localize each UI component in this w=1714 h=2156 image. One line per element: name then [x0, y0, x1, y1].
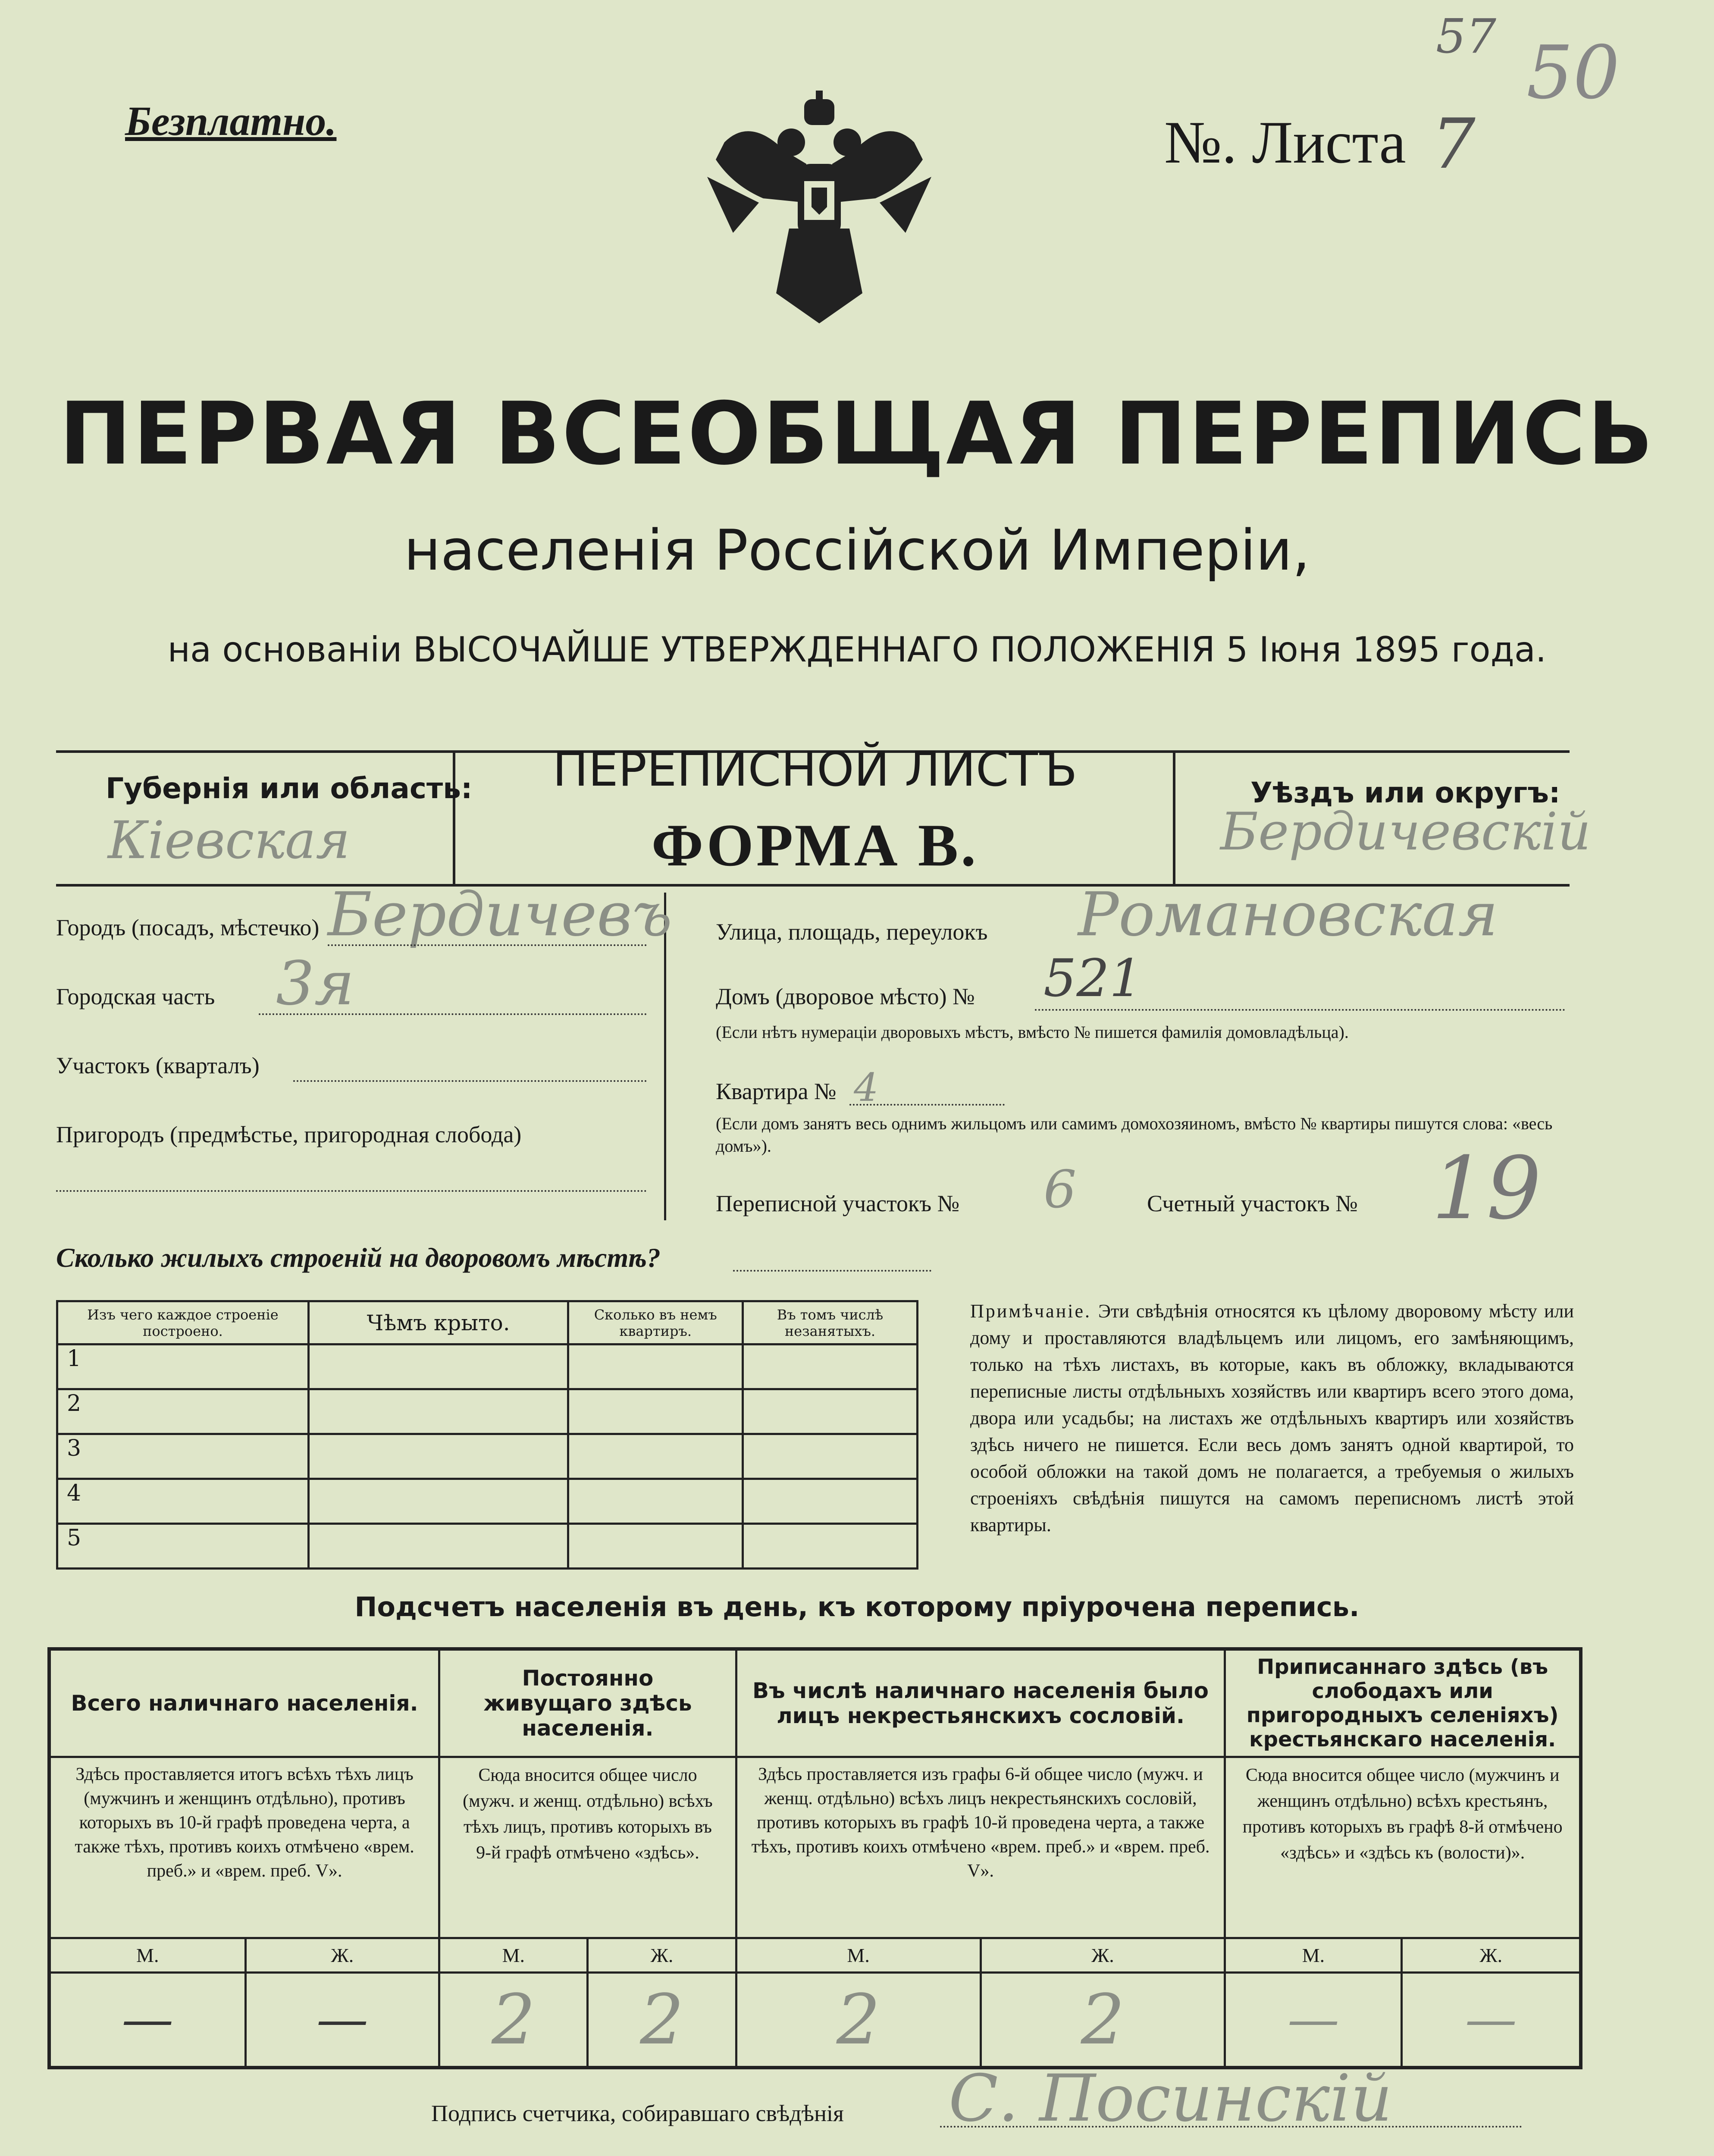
city-part-label: Городская часть	[56, 984, 215, 1009]
district-label: Уѣздъ или округъ:	[1250, 776, 1560, 809]
house-note: (Если нѣтъ нумераціи дворовыхъ мѣстъ, вмѣсто № пишется фамилія домовладѣльца).	[716, 1022, 1349, 1042]
count-desc-nonpeasant: Здѣсь проставляется изъ графы 6-й общее число (мужч. и женщ. отдѣльно) всѣхъ лицъ некрестьянскихъ сословій, противъ которыхъ въ графѣ 10-й проведена черта, а также тѣхъ, противъ коихъ отмѣчено «врем. преб.» и «врем. преб. V».	[736, 1757, 1225, 1938]
count-nonpeasant-f: 2	[981, 1973, 1225, 2068]
house-label: Домъ (дворовое мѣсто) №	[716, 984, 975, 1009]
count-f-label: Ж.	[588, 1938, 736, 1973]
buildings-header-flats: Сколько въ немъ квартиръ.	[568, 1301, 743, 1344]
count-m-label: М.	[1225, 1938, 1402, 1973]
corner-mark-2: 50	[1526, 30, 1620, 116]
buildings-row-number: 2	[57, 1389, 309, 1434]
sheet-number-value: 7	[1432, 103, 1476, 184]
subtitle: населенія Россійской Имперіи,	[404, 517, 1310, 583]
buildings-row-number: 1	[57, 1344, 309, 1389]
census-area-value: 6	[1043, 1160, 1077, 1220]
buildings-row-number: 3	[57, 1434, 309, 1479]
count-head-total: Всего наличнаго населенія.	[49, 1649, 439, 1757]
buildings-table	[56, 1300, 918, 1570]
precinct-label: Участокъ (кварталъ)	[56, 1053, 260, 1078]
note-text: Эти свѣдѣнія относятся къ цѣлому дворовому мѣсту или дому и проставляются владѣльцемъ или лицомъ, его замѣняющимъ, только на тѣхъ листахъ, въ которые, какъ въ обложку, вкладываются переписные листы отдѣльныхъ хозяйствъ или квартиръ всего этого дома, двора или усадьбы; на листахъ же отдѣльныхъ квартиръ или хозяйствъ здѣсь ничего не пишется. Если весь домъ занятъ одной квартирой, то особой обложки на такой домъ не полагается, а требуемыя о жилыхъ строеніяхъ свѣдѣнія пишутся на самомъ переписномъ листѣ этой квартиры.	[970, 1300, 1574, 1536]
province-value: Кіевская	[108, 811, 350, 871]
signature-value: С. Посинскій	[949, 2061, 1392, 2136]
buildings-header-vacant: Въ томъ числѣ незанятыхъ.	[743, 1301, 917, 1344]
count-head-permanent: Постоянно живущаго здѣсь населенія.	[439, 1649, 736, 1757]
street-value: Романовская	[1078, 880, 1498, 950]
count-head-peasant: Приписаннаго здѣсь (въ слободахъ или пригородныхъ селеніяхъ) крестьянскаго населенія.	[1225, 1649, 1581, 1757]
form-name: ФОРМА В.	[651, 812, 979, 879]
flat-note: (Если домъ занятъ весь однимъ жильцомъ или самимъ домохозяиномъ, вмѣсто № квартиры пишутся слова: «весь домъ»).	[716, 1114, 1553, 1156]
count-total-m: —	[49, 1973, 245, 2068]
count-title: Подсчетъ населенія въ день, къ которому пріурочена перепись.	[354, 1591, 1360, 1623]
corner-mark-1: 57	[1436, 9, 1496, 64]
city-part-value: 3я	[276, 949, 354, 1019]
street-label: Улица, площадь, переулокъ	[716, 919, 988, 945]
count-f-label: Ж.	[1402, 1938, 1581, 1973]
count-permanent-f: 2	[588, 1973, 736, 2068]
buildings-header-roof: Чѣмъ крыто.	[308, 1301, 568, 1344]
buildings-header-material: Изъ чего каждое строеніе построено.	[57, 1301, 309, 1344]
count-f-label: Ж.	[981, 1938, 1225, 1973]
count-desc-total: Здѣсь проставляется итогъ всѣхъ тѣхъ лицъ (мужчинъ и женщинъ отдѣльно), противъ которыхъ въ 10-й графѣ проведена черта, а также тѣхъ, противъ коихъ отмѣчено «врем. преб.» и «врем. преб. V».	[49, 1757, 439, 1938]
count-f-label: Ж.	[245, 1938, 439, 1973]
count-table	[47, 1647, 1582, 2069]
basis-line: на основаніи ВЫСОЧАЙШЕ УТВЕРЖДЕННАГО ПОЛОЖЕНІЯ 5 Іюня 1895 года.	[167, 630, 1547, 670]
city-value: Бердичевъ	[328, 880, 672, 950]
count-head-nonpeasant: Въ числѣ наличнаго населенія было лицъ некрестьянскихъ сословій.	[736, 1649, 1225, 1757]
count-total-f: —	[245, 1973, 439, 2068]
free-label: Безплатно.	[125, 98, 337, 144]
double-headed-eagle-emblem	[699, 91, 940, 332]
district-value: Бердичевскій	[1220, 802, 1591, 862]
buildings-row-number: 5	[57, 1524, 309, 1569]
note-block	[970, 1298, 1574, 1539]
count-m-label: М.	[736, 1938, 981, 1973]
note-title: Примѣчаніе.	[970, 1300, 1092, 1322]
flat-label: Квартира №	[716, 1078, 837, 1104]
main-title: ПЕРВАЯ ВСЕОБЩАЯ ПЕРЕПИСЬ	[59, 384, 1655, 484]
count-area-label: Счетный участокъ №	[1147, 1191, 1358, 1216]
count-peasant-f: —	[1402, 1973, 1581, 2068]
city-label: Городъ (посадъ, мѣстечко)	[56, 915, 320, 940]
count-peasant-m: —	[1225, 1973, 1402, 2068]
suburb-label: Пригородъ (предмѣстье, пригородная слобода)	[56, 1122, 522, 1147]
census-area-label: Переписной участокъ №	[716, 1191, 960, 1216]
province-label: Губернія или область:	[106, 772, 473, 805]
signature-label: Подпись счетчика, собиравшаго свѣдѣнія	[431, 2100, 844, 2126]
count-desc-peasant: Сюда вносится общее число (мужчинъ и женщинъ отдѣльно) всѣхъ крестьянъ, противъ которыхъ въ графѣ 8-й отмѣчено «здѣсь» и «здѣсь къ (волости)».	[1225, 1757, 1581, 1938]
buildings-question: Сколько жилыхъ строеній на дворовомъ мѣстѣ?	[56, 1242, 661, 1273]
buildings-row-number: 4	[57, 1479, 309, 1524]
form-heading: ПЕРЕПИСНОЙ ЛИСТЪ	[552, 742, 1078, 797]
count-area-value: 19	[1432, 1138, 1542, 1239]
count-m-label: М.	[49, 1938, 245, 1973]
count-m-label: М.	[439, 1938, 588, 1973]
count-permanent-m: 2	[439, 1973, 588, 2068]
sheet-number-label: №. Листа	[1164, 109, 1406, 176]
count-desc-permanent: Сюда вносится общее число (мужч. и женщ. отдѣльно) всѣхъ тѣхъ лицъ, противъ которыхъ въ 9-й графѣ отмѣчено «здѣсь».	[439, 1757, 736, 1938]
house-value: 521	[1043, 949, 1143, 1009]
flat-value: 4	[854, 1065, 879, 1110]
count-nonpeasant-m: 2	[736, 1973, 981, 2068]
